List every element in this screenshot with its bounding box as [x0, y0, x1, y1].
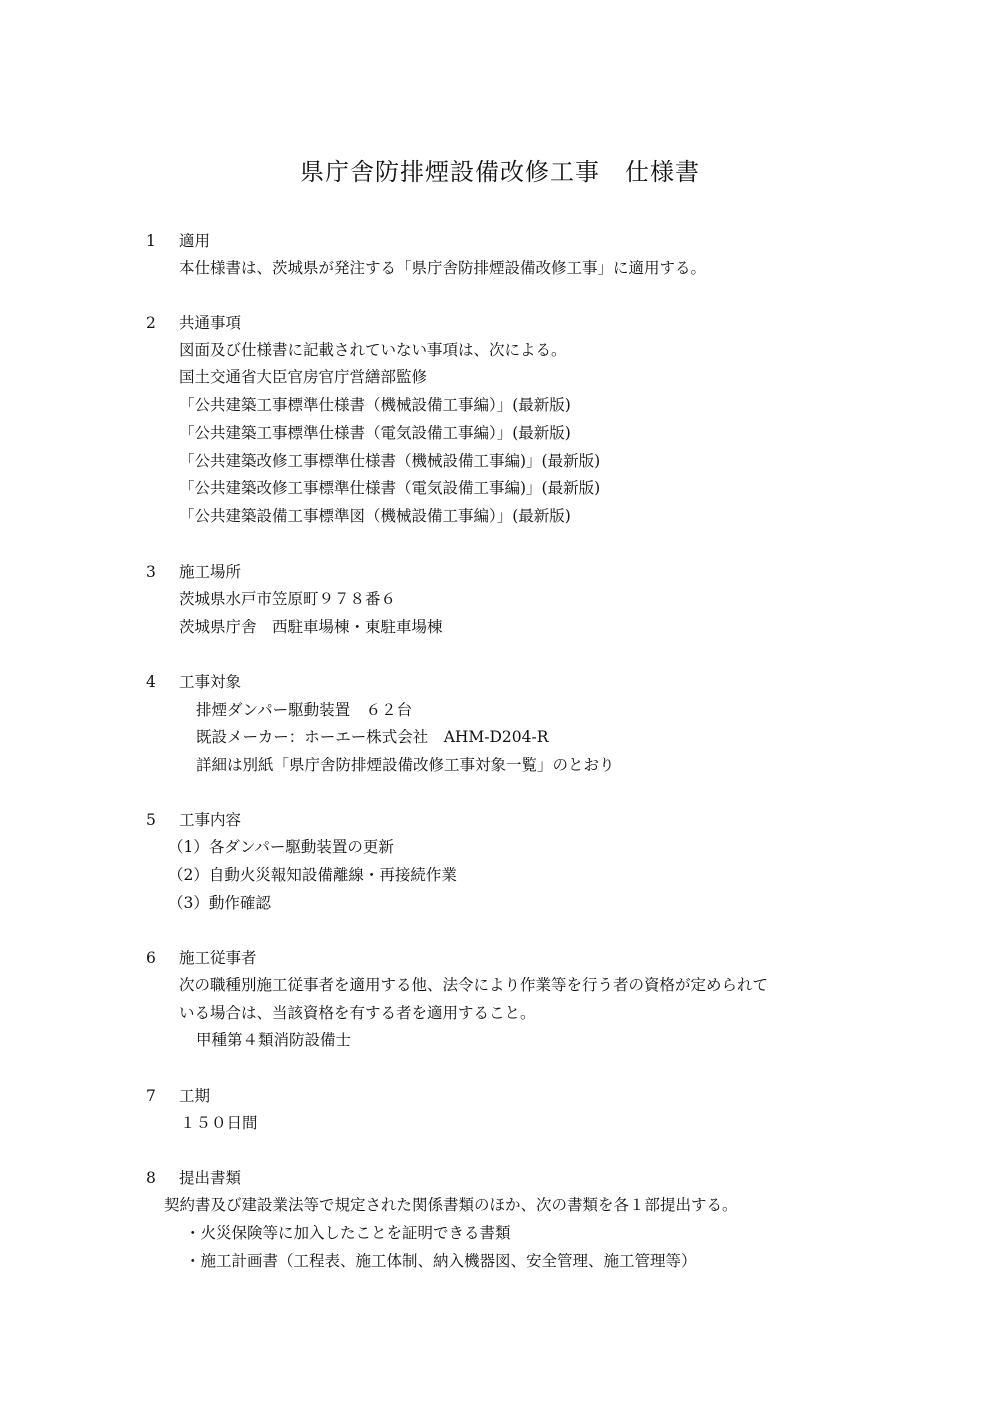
section-1-heading: 適用: [179, 232, 211, 250]
section-5-line-1: （1）各ダンパー駆動装置の更新: [168, 838, 394, 856]
section-1-line-1: 本仕様書は、茨城県が発注する「県庁舎防排煙設備改修工事」に適用する。: [179, 259, 707, 277]
section-4-line-3: 詳細は別紙「県庁舎防排煙設備改修工事対象一覧」のとおり: [196, 756, 615, 774]
section-6-line-3: 甲種第４類消防設備士: [196, 1031, 352, 1049]
section-6-number: 6: [146, 949, 156, 967]
section-4-number: 4: [146, 673, 156, 691]
section-5-line-2: （2）自動火災報知設備離線・再接続作業: [168, 866, 457, 884]
page-title: 県庁舎防排煙設備改修工事 仕様書: [300, 158, 700, 186]
section-2-heading: 共通事項: [179, 314, 242, 332]
section-3-number: 3: [146, 563, 156, 581]
section-4-heading: 工事対象: [179, 673, 242, 691]
section-5-number: 5: [146, 811, 156, 829]
section-7-number: 7: [146, 1087, 156, 1105]
section-2-line-7: 「公共建築設備工事標準図（機械設備工事編）」(最新版): [179, 507, 571, 525]
section-8-line-3: ・施工計画書（工程表、施工体制、納入機器図、安全管理、施工管理等）: [185, 1252, 697, 1270]
section-2-line-5: 「公共建築改修工事標準仕様書（機械設備工事編)」(最新版): [179, 452, 601, 470]
section-8-line-2: ・火災保険等に加入したことを証明できる書類: [185, 1224, 511, 1242]
section-6-heading: 施工従事者: [179, 949, 257, 967]
section-4-line-2: 既設メーカー：ホーエー株式会社 AHM-D204-R: [196, 728, 549, 746]
section-3-line-1: 茨城県水戸市笠原町９７８番６: [179, 590, 397, 608]
section-7-heading: 工期: [179, 1087, 211, 1105]
section-8-heading: 提出書類: [179, 1169, 242, 1187]
section-7-line-1: １５０日間: [180, 1114, 258, 1132]
section-2-line-1: 図面及び仕様書に記載されていない事項は、次による。: [179, 341, 567, 359]
section-2-line-6: 「公共建築改修工事標準仕様書（電気設備工事編)」(最新版): [179, 479, 601, 497]
section-2-line-4: 「公共建築工事標準仕様書（電気設備工事編）」(最新版): [179, 424, 571, 442]
section-4-line-1: 排煙ダンパー駆動装置 ６２台: [196, 701, 413, 719]
section-5-heading: 工事内容: [179, 811, 242, 829]
section-2-line-2: 国土交通省大臣官房官庁営繕部監修: [179, 368, 428, 386]
section-8-number: 8: [146, 1169, 156, 1187]
section-3-line-2: 茨城県庁舎 西駐車場棟・東駐車場棟: [179, 618, 443, 636]
section-2-number: 2: [146, 314, 156, 332]
section-8-line-1: 契約書及び建設業法等で規定された関係書類のほか、次の書類を各１部提出する。: [164, 1196, 738, 1214]
section-3-heading: 施工場所: [179, 563, 242, 581]
section-5-line-3: （3）動作確認: [168, 894, 271, 912]
section-1-number: 1: [146, 232, 156, 250]
section-2-line-3: 「公共建築工事標準仕様書（機械設備工事編）」(最新版): [179, 396, 571, 414]
section-6-line-1: 次の職種別施工従事者を適用する他、法令により作業等を行う者の資格が定められて: [179, 976, 769, 994]
section-6-line-2: いる場合は、当該資格を有する者を適用すること。: [179, 1004, 536, 1022]
